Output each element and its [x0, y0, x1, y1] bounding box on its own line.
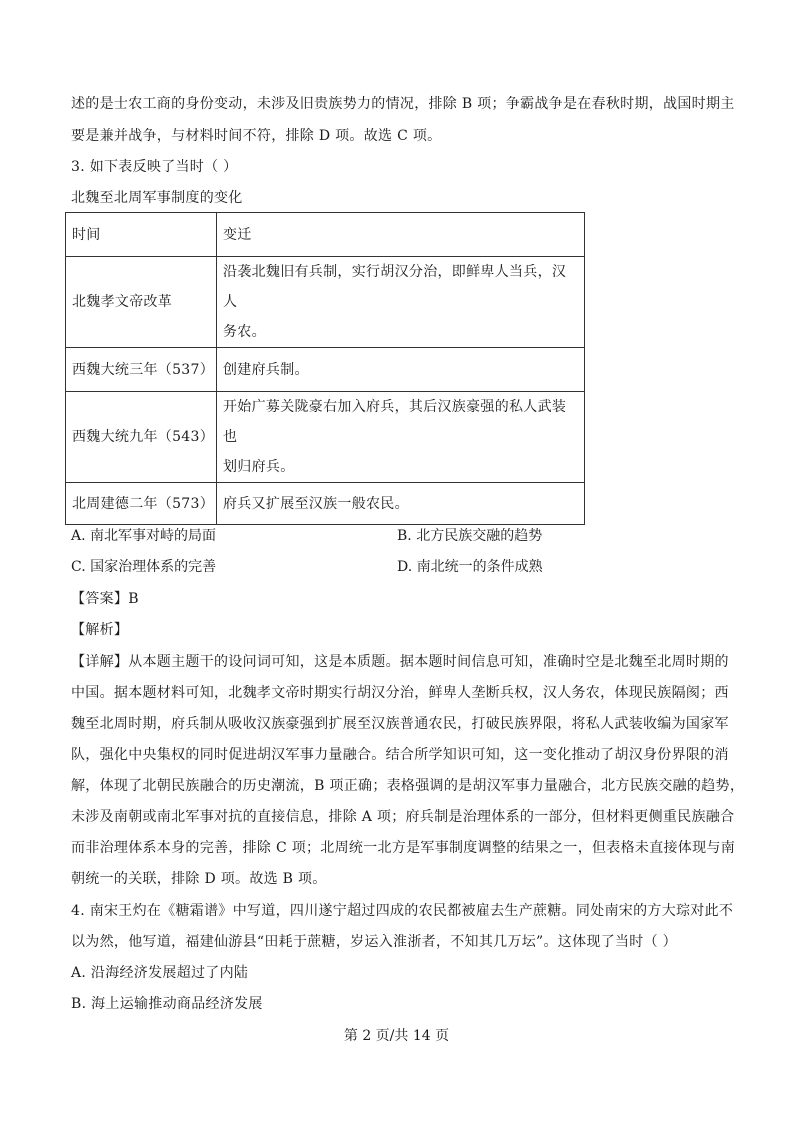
- option-b: B. 北方民族交融的趋势: [397, 528, 543, 544]
- table-row: [66, 348, 585, 392]
- change-line: 府兵又扩展至汉族一般农民。: [223, 495, 409, 512]
- military-system-table: [65, 212, 585, 525]
- change-line: 划归府兵。: [223, 459, 295, 475]
- table-cell-change: [217, 348, 585, 392]
- option-a: A. 沿海经济发展超过了内陆: [71, 965, 249, 981]
- analysis-line: 队，强化中央集权的同时促进胡汉军事力量融合。结合所学知识可知，这一变化推动了胡汉身份界限的消: [71, 747, 729, 763]
- answer-value: B: [128, 591, 139, 607]
- option-b: B. 海上运输推动商品经济发展: [71, 996, 263, 1012]
- table-cell-time: 西魏大统九年（543）: [66, 392, 217, 483]
- analysis-line: 【详解】从本题主题干的设问词可知，这是本质题。据本题时间信息可知，准确时空是北魏至北周时期的: [71, 654, 729, 670]
- table-cell-change: [217, 483, 585, 525]
- intro-line-1: 述的是士农工商的身份变动，未涉及旧贵族势力的情况，排除 B 项；争霸战争是在春秋时期，战国时期主: [71, 96, 735, 112]
- table-cell-change: [217, 257, 585, 348]
- analysis-line: 魏至北周时期，府兵制从吸收汉族豪强到扩展至汉族普通农民，打破民族界限，将私人武装收编为国家军: [71, 716, 729, 732]
- table-row: [66, 257, 585, 348]
- analysis-line: 朝统一的关联，排除 D 项。故选 B 项。: [71, 871, 327, 887]
- answer-line: [71, 589, 139, 609]
- table-header-change: 变迁: [217, 213, 585, 257]
- table-header-row: [66, 213, 585, 257]
- option-a: A. 南北军事对峙的局面: [71, 528, 217, 544]
- table-cell-time: 西魏大统三年（537）: [66, 348, 217, 392]
- analysis-line: 中国。据本题材料可知，北魏孝文帝时期实行胡汉分治，鲜卑人垄断兵权，汉人务农，体现民族隔阂；西: [71, 685, 729, 701]
- question-4-stem-line: 4. 南宋王灼在《糖霜谱》中写道，四川遂宁超过四成的农民都被雇去生产蔗糖。同处南宋的方大琮对此不: [71, 903, 734, 919]
- analysis-line: 未涉及南朝或南北军事对抗的直接信息，排除 A 项；府兵制是治理体系的一部分，但材料更侧重民族融合: [71, 809, 735, 825]
- analysis-line: 而非治理体系本身的完善，排除 C 项；北周统一北方是军事制度调整的结果之一，但表格未直接体现与南: [71, 840, 736, 856]
- table-header-time: 时间: [66, 213, 217, 257]
- table-row: [66, 483, 585, 525]
- question-3-stem: 3. 如下表反映了当时（ ）: [71, 159, 238, 175]
- table-row: [66, 392, 585, 483]
- page-footer: 第 2 页/共 14 页: [343, 1028, 450, 1044]
- table-title: 北魏至北周军事制度的变化: [71, 190, 243, 206]
- option-c: C. 国家治理体系的完善: [71, 559, 217, 575]
- intro-line-2: 要是兼并战争，与材料时间不符，排除 D 项。故选 C 项。: [71, 128, 442, 144]
- change-line: 创建府兵制。: [223, 361, 309, 378]
- analysis-line: 解，体现了北朝民族融合的历史潮流，B 项正确；表格强调的是胡汉军事力量融合，北方民族交融的趋势，: [71, 778, 745, 794]
- table-cell-time: 北魏孝文帝改革: [66, 257, 217, 348]
- change-line: 沿袭北魏旧有兵制，实行胡汉分治，即鲜卑人当兵，汉人: [223, 264, 567, 310]
- answer-label: 【答案】: [71, 591, 129, 607]
- change-line: 开始广募关陇豪右加入府兵，其后汉族豪强的私人武装也: [223, 399, 567, 445]
- change-line: 务农。: [223, 324, 266, 340]
- table-cell-change: [217, 392, 585, 483]
- option-d: D. 南北统一的条件成熟: [397, 559, 543, 575]
- analysis-label: 【解析】: [71, 622, 129, 638]
- table-cell-time: 北周建德二年（573）: [66, 483, 217, 525]
- question-4-stem-line: 以为然，他写道，福建仙游县“田耗于蔗糖，岁运入淮浙者，不知其几万坛”。这体现了当时（ ）: [71, 934, 677, 950]
